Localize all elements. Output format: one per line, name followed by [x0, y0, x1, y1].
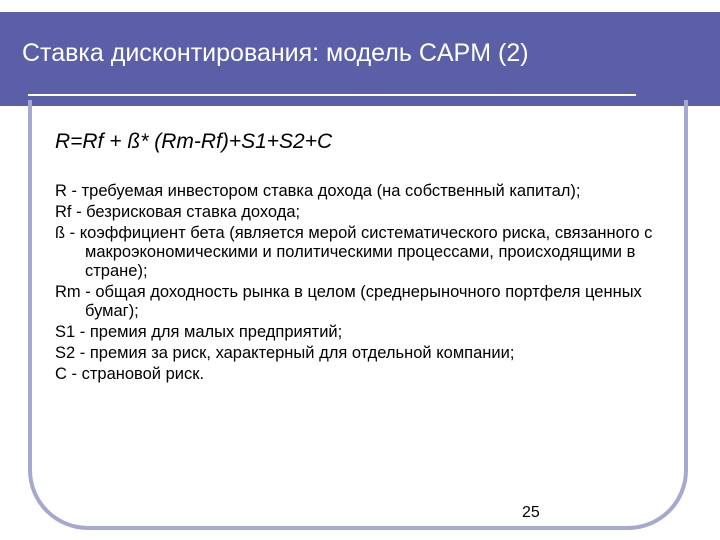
- definition-item: ß - коэффициент бета (является мерой систематического риска, связанного с макроэкономическими и политическими процессами, происходящими в стране);: [55, 224, 653, 280]
- title-underline: [28, 94, 636, 96]
- slide-title: Ставка дисконтирования: модель CAPM (2): [22, 39, 529, 67]
- definition-item: C - страновой риск.: [55, 365, 205, 383]
- definitions-list: [55, 182, 675, 386]
- definition-item: Rf - безрисковая ставка дохода;: [55, 203, 301, 221]
- definition-item: Rm - общая доходность рынка в целом (среднерыночного портфеля ценных бумаг);: [55, 283, 642, 320]
- definition-item: S2 - премия за риск, характерный для отдельной компании;: [55, 344, 515, 362]
- definition-item: R - требуемая инвестором ставка дохода (на собственный капитал);: [55, 182, 581, 200]
- page-number: 25: [522, 504, 540, 521]
- title-bar-edge: [680, 12, 720, 106]
- definition-item: S1 - премия для малых предприятий;: [55, 323, 343, 341]
- capm-formula: R=Rf + ß* (Rm-Rf)+S1+S2+C: [55, 130, 333, 153]
